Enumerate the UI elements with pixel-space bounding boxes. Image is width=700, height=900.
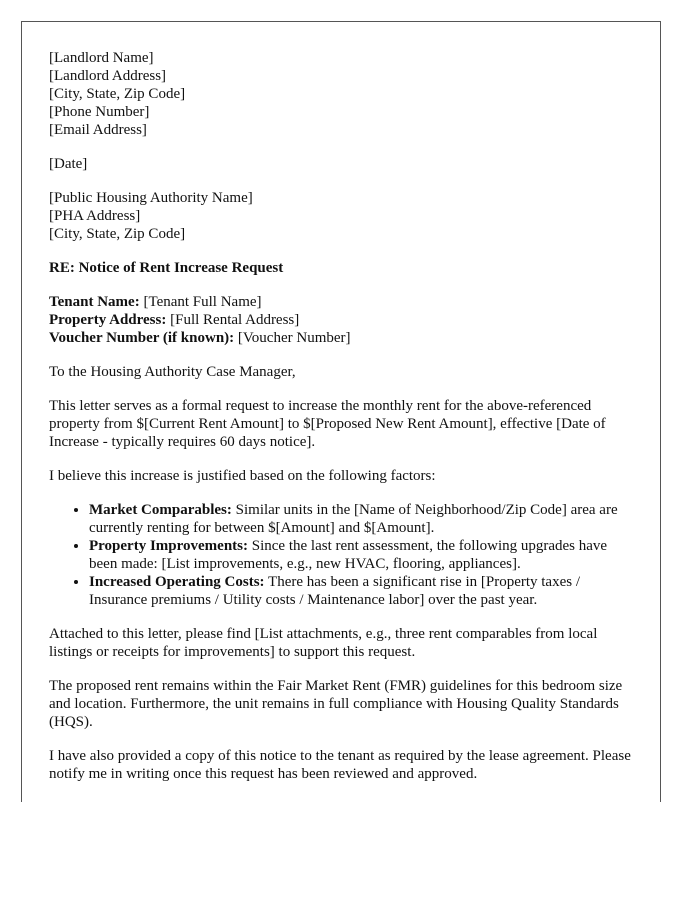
detail-label: Voucher Number (if known): — [49, 330, 235, 346]
paragraph-closing: I have also provided a copy of this notice to the tenant as required by the lease agreement. Please notify me in writing once this request has been reviewed and approved. — [49, 748, 631, 782]
recipient-block — [49, 189, 639, 243]
factors-list — [49, 501, 639, 609]
factor-label: Increased Operating Costs: — [89, 574, 265, 590]
factor-text: Similar units in the [Name of Neighborhood/Zip Code] area are currently renting for between $[Amount] and $[Amount]. — [89, 502, 618, 536]
factor-label: Market Comparables: — [89, 502, 232, 518]
factor-text: Since the last rent assessment, the following upgrades have been made: [List improvements, e.g., new HVAC, flooring, appliances]. — [89, 538, 608, 572]
list-item — [89, 537, 639, 573]
landlord-block — [49, 49, 639, 139]
landlord-address: [Landlord Address] — [49, 68, 167, 84]
detail-value: [Tenant Full Name] — [139, 294, 262, 310]
date-block — [49, 155, 639, 173]
recipient-address: [PHA Address] — [49, 208, 141, 224]
factor-text: There has been a significant rise in [Property taxes / Insurance premiums / Utility costs / Maintenance labor] over the past year. — [89, 574, 581, 608]
detail-tenant-name — [49, 293, 639, 311]
letter-page — [21, 21, 661, 802]
letter-body — [49, 49, 639, 799]
list-item — [89, 501, 639, 537]
detail-label: Tenant Name: — [49, 294, 140, 310]
landlord-name: [Landlord Name] — [49, 50, 154, 66]
paragraph-attachments: Attached to this letter, please find [List attachments, e.g., three rent comparables from local listings or receipts for improvements] to support this request. — [49, 626, 598, 660]
paragraph-request: This letter serves as a formal request to increase the monthly rent for the above-referenced property from $[Current Rent Amount] to $[Proposed New Rent Amount], effective [Date of Increase - typically requires 60 days notice]. — [49, 398, 606, 450]
paragraph-fmr-compliance: The proposed rent remains within the Fair Market Rent (FMR) guidelines for this bedroom size and location. Furthermore, the unit remains in full compliance with Housing Quality Standards (HQS). — [49, 678, 623, 730]
landlord-city-state-zip: [City, State, Zip Code] — [49, 86, 186, 102]
detail-voucher-number — [49, 329, 639, 347]
recipient-name: [Public Housing Authority Name] — [49, 190, 253, 206]
details-block — [49, 293, 639, 347]
factor-label: Property Improvements: — [89, 538, 248, 554]
list-item — [89, 573, 639, 609]
detail-value: [Voucher Number] — [234, 330, 351, 346]
detail-value: [Full Rental Address] — [166, 312, 300, 328]
landlord-phone: [Phone Number] — [49, 104, 150, 120]
salutation: To the Housing Authority Case Manager, — [49, 364, 296, 380]
detail-label: Property Address: — [49, 312, 167, 328]
detail-property-address — [49, 311, 639, 329]
recipient-city-state-zip: [City, State, Zip Code] — [49, 226, 186, 242]
letter-date: [Date] — [49, 156, 88, 172]
paragraph-justification-intro: I believe this increase is justified based on the following factors: — [49, 468, 436, 484]
landlord-email: [Email Address] — [49, 122, 147, 138]
re-line: RE: Notice of Rent Increase Request — [49, 260, 284, 276]
subject-block — [49, 259, 639, 277]
